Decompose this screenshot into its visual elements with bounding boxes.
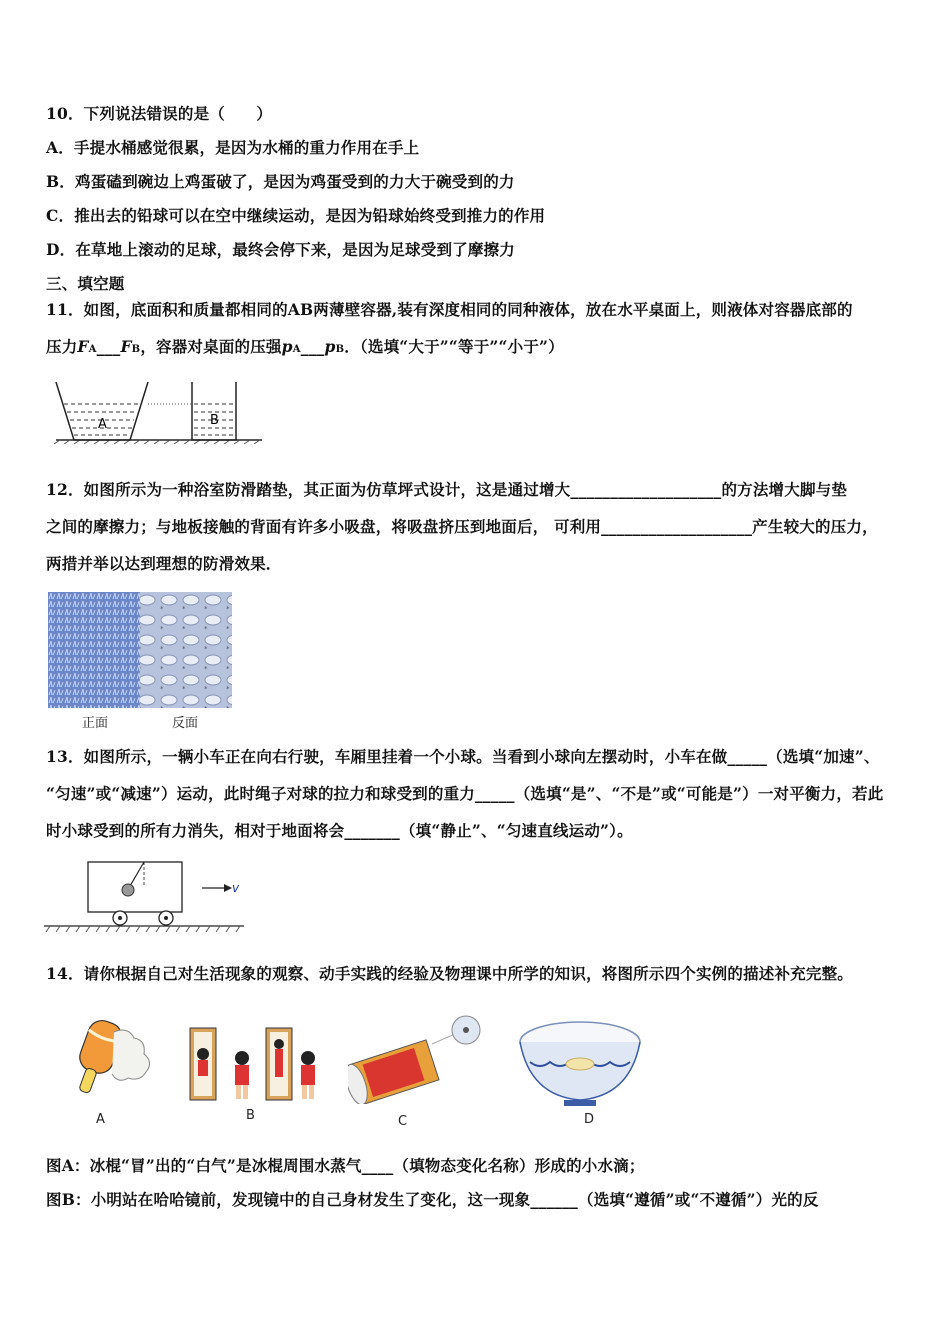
q13-blank-3: _______ (344, 821, 400, 840)
q13-text-a: 13．如图所示，一辆小车正在向右行驶，车厢里挂着一个小球。当看到小球向左摆动时，小车在做 (46, 747, 728, 766)
q12-caption-back: 反面 (172, 716, 199, 731)
mat-front-photo (48, 592, 140, 708)
q11-sub-b: B (131, 344, 141, 355)
q10-stem: 10．下列说法错误的是（ ） (46, 104, 273, 123)
section-heading: 三、填空题 (46, 274, 125, 293)
q14-fig-a-popsicle (62, 1012, 150, 1108)
q11-containers-figure (52, 378, 267, 444)
q14-a-text-2: （填物态变化名称）形成的小水滴； (393, 1156, 645, 1175)
q12-line2 (46, 515, 878, 537)
q14-stem: 14．请你根据自己对生活现象的观察、动手实践的经验及物理课中所学的知识，将图所示四个实例的描述补充完整。 (46, 964, 853, 983)
q11-sub-a: A (88, 344, 97, 355)
q13-cart-figure (44, 856, 248, 936)
q14-label-a: A (96, 1112, 105, 1127)
q11-choice-hint: ．（选填“大于”“等于”“小于”） (344, 337, 564, 356)
q12-line3: 两措并举以达到理想的防滑效果． (46, 554, 282, 573)
q14-b-blank: ______ (530, 1190, 579, 1209)
q14-part-a (46, 1154, 645, 1176)
q14-label-c: C (398, 1114, 408, 1129)
q11-blank-2: ___ (300, 337, 325, 356)
q14-a-text-1: 图A：冰棍“冒”出的“白气”是冰棍周围水蒸气 (46, 1156, 362, 1175)
q13-line2 (46, 782, 883, 804)
q14-label-b: B (246, 1108, 255, 1123)
q11-p-symbol-b: p (324, 337, 336, 356)
q11-line2 (46, 335, 564, 357)
q11-line1: 11．如图，底面积和质量都相同的AB两薄壁容器,装有深度相同的同种液体，放在水平桌面上，则液体对容器底部的 (46, 300, 853, 319)
q12-blank-2: ___________________ (601, 517, 753, 536)
q12-blank-1: ___________________ (570, 480, 722, 499)
q14-label-d: D (584, 1112, 595, 1127)
q14-a-blank: ____ (361, 1156, 394, 1175)
q11-f-symbol-a: F (77, 337, 89, 356)
q13-text-d: （选填“是”、“不是”或“可能是”）一对平衡力，若此 (514, 784, 884, 803)
q11-label-a: A (98, 417, 107, 432)
q13-text-b: （选填“加速”、 (767, 747, 880, 766)
q12-text-d: 产生较大的压力， (752, 517, 878, 536)
q10-option-c: C．推出去的铅球可以在空中继续运动，是因为铅球始终受到推力的作用 (46, 206, 546, 225)
q13-line3 (46, 819, 633, 841)
q11-pressure-label: 压力 (46, 337, 78, 356)
q13-text-e: 时小球受到的所有力消失，相对于地面将会 (46, 821, 345, 840)
q14-fig-b-mirrors (186, 1024, 328, 1106)
q11-p-symbol-a: p (281, 337, 293, 356)
q12-mat-figure (48, 592, 232, 708)
q13-text-f: （填“静止”、“匀速直线运动”）。 (399, 821, 633, 840)
q11-f-symbol-b: F (120, 337, 132, 356)
q14-part-b (46, 1188, 819, 1210)
q11-sub-pb: B (335, 344, 345, 355)
q12-text-c: 之间的摩擦力；与地板接触的背面有许多小吸盘，将吸盘挤压到地面后， 可利用 (46, 517, 602, 536)
q14-b-text-2: （选填“遵循”或“不遵循”）光的反 (578, 1190, 819, 1209)
q13-line1 (46, 745, 880, 767)
q11-sub-pa: A (292, 344, 301, 355)
q13-text-c: “匀速”或“减速”）运动，此时绳子对球的拉力和球受到的重力 (46, 784, 475, 803)
q12-line1 (46, 478, 847, 500)
q12-text-a: 12．如图所示为一种浴室防滑踏垫，其正面为仿草坪式设计，这是通过增大 (46, 480, 571, 499)
q10-option-d: D．在草地上滚动的足球，最终会停下来，是因为足球受到了摩擦力 (46, 240, 515, 259)
q11-label-b: B (210, 413, 219, 428)
mat-back-photo (140, 592, 232, 708)
q13-blank-1: _____ (727, 747, 768, 766)
q11-container-pressure-text: ，容器对桌面的压强 (140, 337, 282, 356)
q11-blank-1: ___ (96, 337, 121, 356)
q14-fig-d-bowl (516, 1018, 644, 1110)
q10-option-a: A．手提水桶感觉很累，是因为水桶的重力作用在手上 (46, 138, 420, 157)
velocity-label: v (232, 881, 240, 895)
q13-blank-2: _____ (474, 784, 515, 803)
q14-fig-c-can-camera (348, 1014, 490, 1104)
q14-b-text-1: 图B：小明站在哈哈镜前，发现镜中的自己身材发生了变化，这一现象 (46, 1190, 531, 1209)
q12-text-b: 的方法增大脚与垫 (721, 480, 848, 499)
q12-caption-front: 正面 (82, 716, 109, 731)
q10-option-b: B．鸡蛋磕到碗边上鸡蛋破了，是因为鸡蛋受到的力大于碗受到的力 (46, 172, 515, 191)
